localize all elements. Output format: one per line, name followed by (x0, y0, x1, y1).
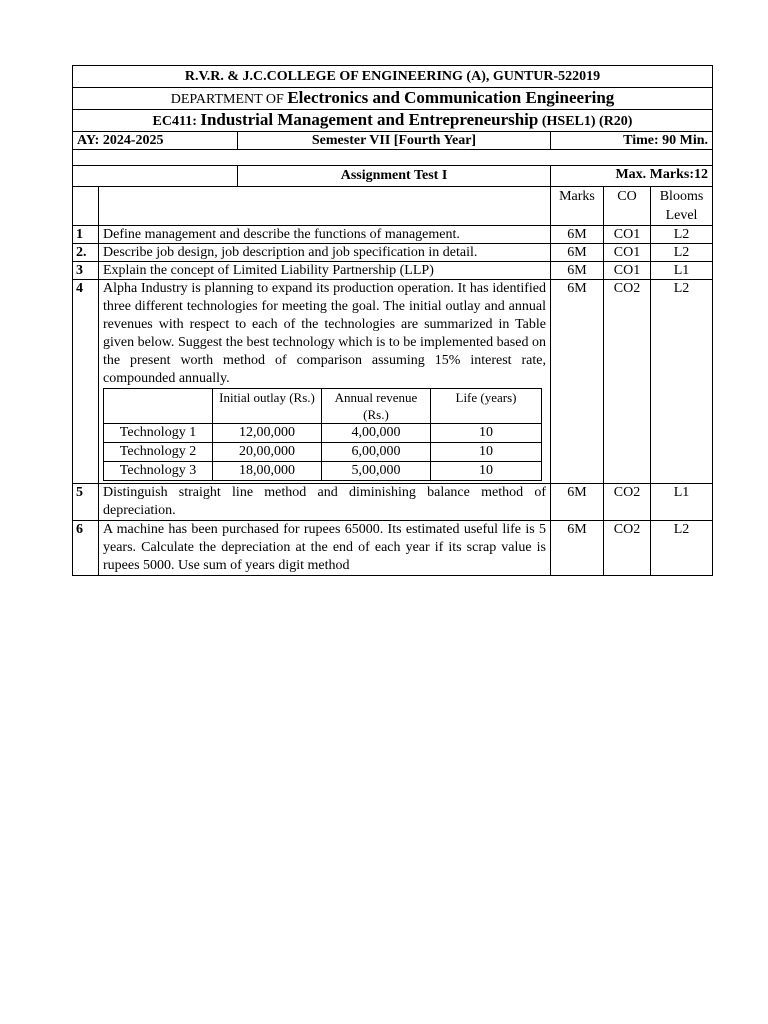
question-co: CO1 (604, 244, 651, 262)
question-number: 2. (73, 244, 99, 262)
question-paper-table (72, 65, 713, 576)
question-level: L2 (651, 521, 713, 576)
semester: Semester VII [Fourth Year] (238, 132, 551, 150)
annual-revenue: 5,00,000 (322, 462, 431, 481)
exam-info-row (73, 132, 713, 150)
question-header-blank (99, 187, 551, 226)
title-row (73, 166, 713, 187)
technology-header-blank (104, 389, 213, 424)
question-marks: 6M (551, 521, 604, 576)
question-number: 6 (73, 521, 99, 576)
course (73, 110, 713, 132)
life-years: 10 (431, 443, 542, 462)
co-header: CO (604, 187, 651, 226)
question-row (73, 244, 713, 262)
technology-name: Technology 2 (104, 443, 213, 462)
question-level: L2 (651, 244, 713, 262)
question-text: A machine has been purchased for rupees 65000. Its estimated useful life is 5 years. Calculate the depreciation at the end of each year if its scrap value is rupees 5000. Use sum of years digit method (99, 521, 551, 576)
test-title: Assignment Test I (238, 166, 551, 187)
question-level: L1 (651, 262, 713, 280)
question-row (73, 484, 713, 521)
course-row (73, 110, 713, 132)
question-marks: 6M (551, 484, 604, 521)
question-co: CO1 (604, 226, 651, 244)
department (73, 88, 713, 110)
question-row (73, 521, 713, 576)
technology-row (104, 424, 542, 443)
technology-name: Technology 3 (104, 462, 213, 481)
department-name: Electronics and Communication Engineering (287, 88, 615, 107)
technology-table (103, 388, 542, 481)
initial-outlay: 20,00,000 (213, 443, 322, 462)
question-level: L2 (651, 280, 713, 484)
spacer (73, 150, 713, 166)
life-years-header: Life (years) (431, 389, 542, 424)
column-header-row (73, 187, 713, 226)
question-paper (72, 65, 712, 576)
annual-revenue: 4,00,000 (322, 424, 431, 443)
college-name: R.V.R. & J.C.COLLEGE OF ENGINEERING (A), GUNTUR-522019 (73, 66, 713, 88)
question-marks: 6M (551, 226, 604, 244)
question-number: 4 (73, 280, 99, 484)
question-co: CO2 (604, 484, 651, 521)
course-suffix: (HSEL1) (R20) (541, 114, 633, 129)
technology-row (104, 443, 542, 462)
annual-revenue: 6,00,000 (322, 443, 431, 462)
question-text: Explain the concept of Limited Liability Partnership (LLP) (99, 262, 551, 280)
technology-table-header (104, 389, 542, 424)
question-row (73, 262, 713, 280)
title-left-blank (73, 166, 238, 187)
num-header-blank (73, 187, 99, 226)
question-marks: 6M (551, 280, 604, 484)
question-level: L2 (651, 226, 713, 244)
blooms-header: Blooms Level (651, 187, 713, 226)
college-row (73, 66, 713, 88)
question-text: Describe job design, job description and job specification in detail. (99, 244, 551, 262)
question-co: CO1 (604, 262, 651, 280)
initial-outlay: 12,00,000 (213, 424, 322, 443)
course-code: EC411: (152, 114, 197, 129)
question-co: CO2 (604, 280, 651, 484)
question-text: Distinguish straight line method and diminishing balance method of depreciation. (99, 484, 551, 521)
annual-revenue-header: Annual revenue (Rs.) (322, 389, 431, 424)
question-cell (99, 280, 551, 484)
question-co: CO2 (604, 521, 651, 576)
question-number: 5 (73, 484, 99, 521)
initial-outlay-header: Initial outlay (Rs.) (213, 389, 322, 424)
question-text: Define management and describe the functions of management. (99, 226, 551, 244)
question-row (73, 226, 713, 244)
question-text: Alpha Industry is planning to expand its production operation. It has identified three different technologies for meeting the goal. The initial outlay and annual revenues with respect to each of the technologies are summarized in Table given below. Suggest the best technology which is to be implemented based on the present worth method of comparison assuming 15% interest rate, compounded annually. (103, 281, 546, 386)
marks-header: Marks (551, 187, 604, 226)
technology-row (104, 462, 542, 481)
max-marks: Max. Marks:12 (551, 166, 713, 187)
department-prefix: DEPARTMENT OF (170, 92, 284, 107)
life-years: 10 (431, 424, 542, 443)
department-row (73, 88, 713, 110)
question-row (73, 280, 713, 484)
spacer-row (73, 150, 713, 166)
question-level: L1 (651, 484, 713, 521)
question-number: 3 (73, 262, 99, 280)
time: Time: 90 Min. (551, 132, 713, 150)
course-name: Industrial Management and Entrepreneurship (200, 110, 539, 129)
life-years: 10 (431, 462, 542, 481)
academic-year: AY: 2024-2025 (73, 132, 238, 150)
question-marks: 6M (551, 244, 604, 262)
question-number: 1 (73, 226, 99, 244)
question-marks: 6M (551, 262, 604, 280)
technology-name: Technology 1 (104, 424, 213, 443)
initial-outlay: 18,00,000 (213, 462, 322, 481)
